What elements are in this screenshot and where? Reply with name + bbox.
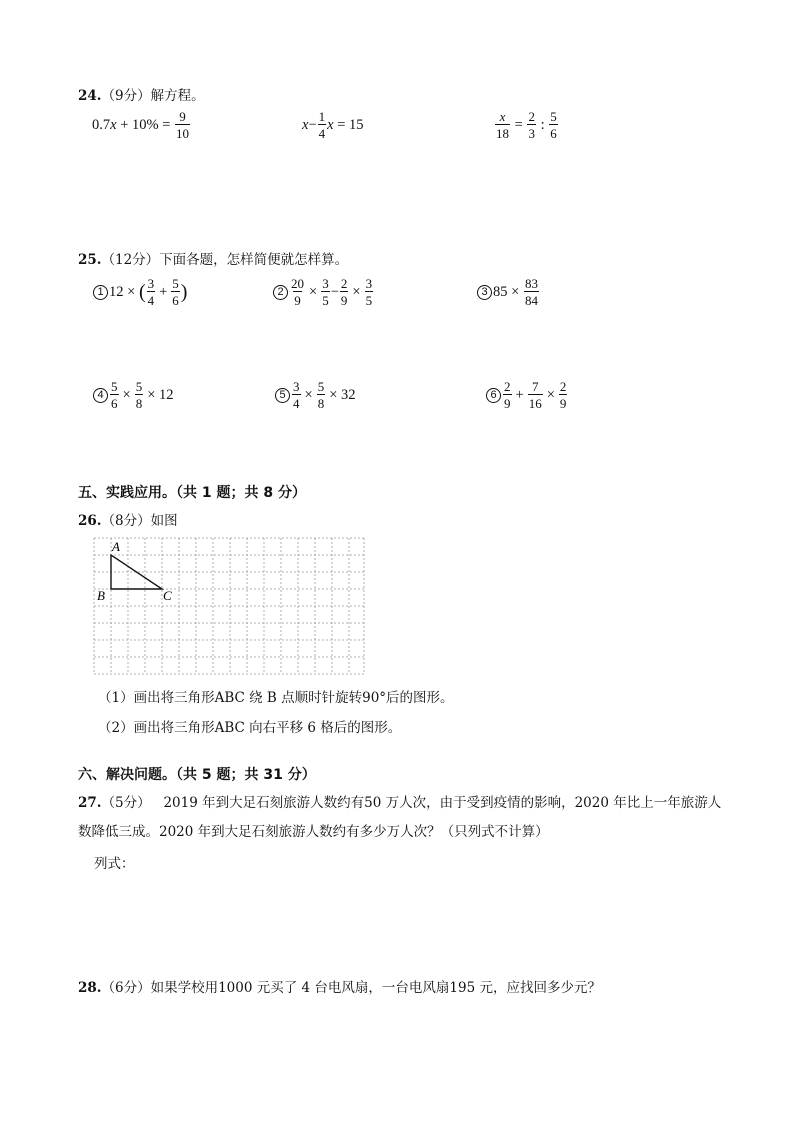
operator: × xyxy=(304,386,313,403)
circled-number: 4 xyxy=(93,388,108,403)
denominator: 84 xyxy=(524,293,538,308)
fraction xyxy=(290,277,305,307)
problem-4 xyxy=(93,380,177,410)
question-points: （5分） xyxy=(101,795,151,811)
denominator: 6 xyxy=(111,396,118,411)
variable: x xyxy=(302,116,309,133)
numerator: 3 xyxy=(147,276,155,291)
circled-number: 3 xyxy=(477,285,492,300)
question-text: 2019 年到大足石刻旅游人数约有50 万人次，由于受到疫情的影响，2020 年比上一年旅游人 xyxy=(150,795,722,811)
denominator: 5 xyxy=(365,293,373,308)
fraction xyxy=(527,110,536,140)
numerator: 5 xyxy=(111,379,118,394)
operator: + xyxy=(159,283,168,300)
operator: : xyxy=(536,116,549,133)
denominator: 5 xyxy=(322,293,329,308)
term: × 12 xyxy=(147,386,174,403)
fraction xyxy=(175,110,190,140)
denominator: 4 xyxy=(147,293,155,308)
numerator: 1 xyxy=(318,109,326,124)
question-27-line-1 xyxy=(78,791,721,811)
vertex-label-a: A xyxy=(112,539,120,554)
numerator: 2 xyxy=(528,109,535,124)
question-text: 解方程。 xyxy=(150,88,205,104)
triangle-grid-figure xyxy=(88,532,370,678)
fraction xyxy=(318,110,327,140)
fraction xyxy=(524,277,539,307)
question-points: （6分） xyxy=(101,980,151,996)
dashed-grid xyxy=(94,538,364,674)
operator-text: + 10% = xyxy=(116,116,174,133)
variable: x xyxy=(327,116,334,133)
circled-number: 1 xyxy=(93,285,108,300)
numerator: 5 xyxy=(550,109,557,124)
denominator: 18 xyxy=(496,126,509,141)
question-number: 26. xyxy=(78,513,102,529)
fraction xyxy=(559,380,568,410)
question-26-sub-2: （2）画出将三角形ABC 向右平移 6 格后的图形。 xyxy=(98,720,402,736)
question-number: 27. xyxy=(78,795,102,811)
fraction xyxy=(110,380,119,410)
denominator: 16 xyxy=(528,396,542,411)
variable: x xyxy=(110,116,117,133)
numerator: 2 xyxy=(504,379,511,394)
numerator: 2 xyxy=(559,379,567,394)
question-points: （8分） xyxy=(101,513,151,529)
fraction xyxy=(503,380,512,410)
fraction xyxy=(135,380,144,410)
question-text: 下面各题，怎样简便就怎样算。 xyxy=(159,252,349,268)
denominator: 8 xyxy=(135,396,143,411)
fraction xyxy=(321,277,330,307)
fraction xyxy=(528,380,543,410)
fraction xyxy=(549,110,558,140)
denominator: 9 xyxy=(559,396,567,411)
denominator: 9 xyxy=(340,293,348,308)
problem-5 xyxy=(275,380,359,410)
question-26-header xyxy=(78,509,178,529)
denominator: 6 xyxy=(550,126,557,141)
question-28 xyxy=(78,976,601,996)
operator: × xyxy=(122,386,131,403)
question-27-line-2: 数降低三成。2020 年到大足石刻旅游人数约有多少万人次？（只列式不计算） xyxy=(78,824,549,840)
equation-2 xyxy=(302,110,364,140)
circled-number: 2 xyxy=(273,285,288,300)
question-points: （12分） xyxy=(101,252,160,268)
operator: × xyxy=(352,283,361,300)
problem-3 xyxy=(477,277,540,307)
fraction xyxy=(317,380,326,410)
operator: − xyxy=(330,283,339,300)
operator: = xyxy=(511,116,527,133)
question-text: 如图 xyxy=(150,513,178,529)
question-26-sub-1: （1）画出将三角形ABC 绕 B 点顺时针旋转90°后的图形。 xyxy=(98,690,454,706)
section-5-title: 五、实践应用。（共 1 题；共 8 分） xyxy=(78,485,306,501)
answer-label: 列式： xyxy=(94,856,135,872)
term: 85 × xyxy=(493,283,523,300)
question-number: 28. xyxy=(78,980,102,996)
denominator: 10 xyxy=(176,126,189,141)
numerator: 3 xyxy=(365,276,373,291)
fraction xyxy=(147,277,156,307)
vertex-label-c: C xyxy=(163,588,172,603)
fraction xyxy=(292,380,301,410)
numerator: 20 xyxy=(291,276,304,291)
equation-3 xyxy=(494,110,559,140)
question-number: 25. xyxy=(78,252,102,268)
numerator: 5 xyxy=(317,379,325,394)
vertex-label-b: B xyxy=(97,588,105,603)
denominator: 4 xyxy=(318,126,326,141)
numerator: 3 xyxy=(322,276,329,291)
question-25-header xyxy=(78,248,348,268)
fraction xyxy=(365,277,374,307)
denominator: 4 xyxy=(293,396,300,411)
problem-2 xyxy=(273,277,374,307)
section-6-title: 六、解决问题。（共 5 题；共 31 分） xyxy=(78,767,316,783)
question-points: （9分） xyxy=(101,88,151,104)
problem-6 xyxy=(486,380,568,410)
rhs: = 15 xyxy=(333,116,364,133)
numerator: 5 xyxy=(135,379,143,394)
problem-1: 1 12 × ( $\frac{3}{4}$ + $\frac{5}{6}$ ) xyxy=(93,277,187,307)
fraction xyxy=(171,277,180,307)
numerator: 5 xyxy=(172,276,179,291)
coef: 0.7 xyxy=(92,116,111,133)
operator: × xyxy=(546,386,555,403)
operator: + xyxy=(515,386,524,403)
term: 12 × xyxy=(109,283,139,300)
circled-number: 6 xyxy=(486,388,501,403)
denominator: 3 xyxy=(528,126,535,141)
denominator: 9 xyxy=(294,293,301,308)
question-number: 24. xyxy=(78,88,102,104)
numerator: 7 xyxy=(531,379,539,394)
fraction xyxy=(340,277,349,307)
denominator: 8 xyxy=(317,396,325,411)
denominator: 6 xyxy=(172,293,179,308)
question-text: 如果学校用1000 元买了 4 台电风扇，一台电风扇195 元，应找回多少元？ xyxy=(150,980,601,996)
numerator: 9 xyxy=(179,109,186,124)
numerator: 83 xyxy=(524,276,538,291)
equation-1 xyxy=(92,110,191,140)
numerator: x xyxy=(499,109,506,124)
term: × 32 xyxy=(329,386,356,403)
circled-number: 5 xyxy=(275,388,290,403)
numerator: 2 xyxy=(340,276,348,291)
numerator: 3 xyxy=(293,379,300,394)
operator: × xyxy=(309,283,318,300)
denominator: 9 xyxy=(504,396,511,411)
operator: − xyxy=(308,116,317,133)
fraction xyxy=(495,110,510,140)
question-24-header xyxy=(78,84,205,104)
